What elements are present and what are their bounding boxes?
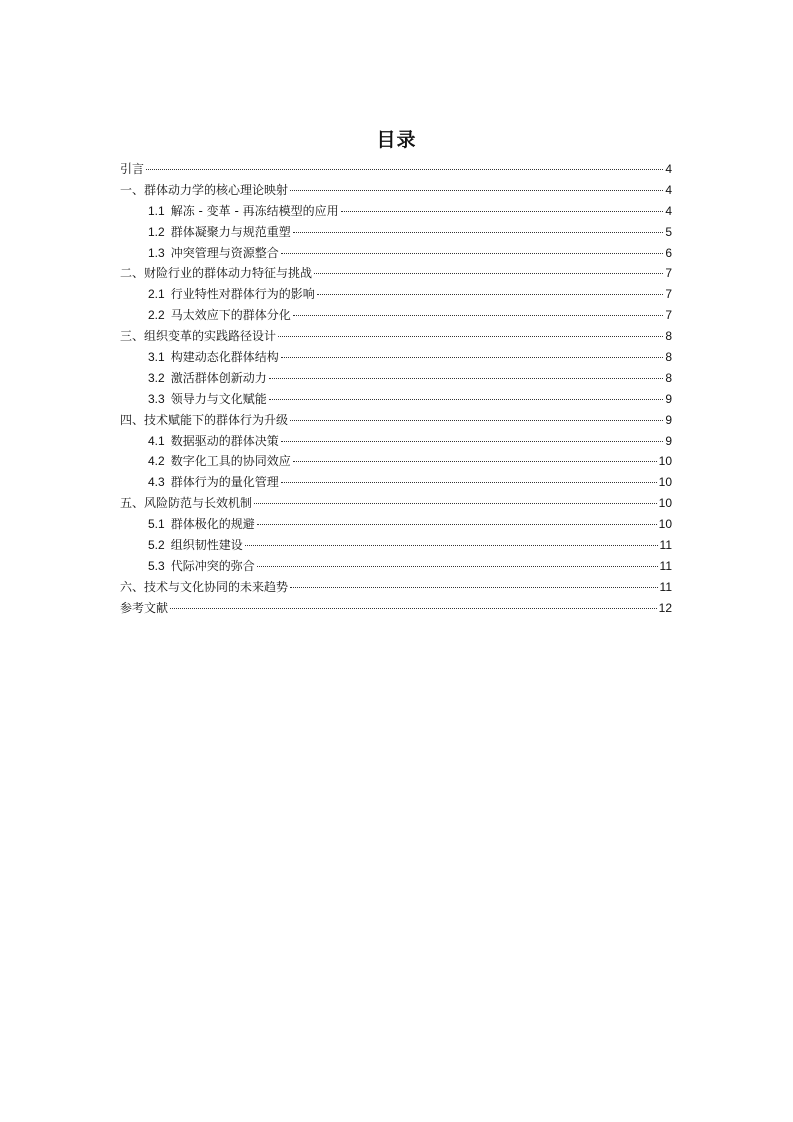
dot-leader xyxy=(170,608,657,609)
dot-leader xyxy=(281,441,664,442)
dot-leader xyxy=(290,190,663,191)
dot-leader xyxy=(245,545,658,546)
toc-entry-page-number: 4 xyxy=(665,182,672,197)
toc-entry[interactable] xyxy=(120,493,672,514)
dot-leader xyxy=(146,169,663,170)
toc-entry-title: 构建动态化群体结构 xyxy=(170,350,279,365)
toc-entry-title: 四、技术赋能下的群体行为升级 xyxy=(120,412,289,427)
toc-entry[interactable] xyxy=(120,472,672,493)
toc-entry-number: 3.2 xyxy=(148,370,165,385)
toc-entry-number: 3.1 xyxy=(148,350,165,365)
toc-entry-title: 二、财险行业的群体动力特征与挑战 xyxy=(120,266,313,281)
toc-entry-page-number: 8 xyxy=(665,329,672,344)
toc-entry-title: 六、技术与文化协同的未来趋势 xyxy=(120,579,289,594)
dot-leader xyxy=(254,503,657,504)
toc-entry[interactable] xyxy=(120,431,672,452)
dot-leader xyxy=(293,461,657,462)
toc-entry-title: 引言 xyxy=(120,162,145,176)
toc-entry-title: 参考文献 xyxy=(120,600,169,615)
toc-entry-number: 1.2 xyxy=(148,224,165,239)
dot-leader xyxy=(269,378,664,379)
toc-entry-title: 组织韧性建设 xyxy=(170,538,243,553)
toc-entry-page-number: 9 xyxy=(665,391,672,406)
dot-leader xyxy=(290,420,663,421)
toc-entry-number: 5.3 xyxy=(148,558,165,573)
toc-entry-number: 4.3 xyxy=(148,475,165,490)
toc-entry-number: 1.3 xyxy=(148,245,165,260)
toc-entry-page-number: 5 xyxy=(665,224,672,239)
dot-leader xyxy=(317,294,664,295)
toc-entry[interactable] xyxy=(120,451,672,472)
toc-entry[interactable] xyxy=(120,598,672,619)
toc-entry-title: 群体行为的量化管理 xyxy=(170,475,279,490)
toc-entry[interactable] xyxy=(120,263,672,284)
toc-entry[interactable] xyxy=(120,389,672,410)
dot-leader xyxy=(293,315,664,316)
toc-entry[interactable] xyxy=(120,243,672,264)
toc-entry[interactable] xyxy=(120,284,672,305)
toc-entry-title: 行业特性对群体行为的影响 xyxy=(170,287,315,302)
toc-entry-title: 解冻 - 变革 - 再冻结模型的应用 xyxy=(170,203,339,218)
toc-entry[interactable] xyxy=(120,410,672,431)
toc-entry-title: 数字化工具的协同效应 xyxy=(170,454,291,469)
toc-entry-page-number: 10 xyxy=(658,475,672,490)
dot-leader xyxy=(281,482,657,483)
toc-entry-page-number: 4 xyxy=(665,203,672,218)
toc-entry[interactable] xyxy=(120,159,672,180)
toc-entry-title: 马太效应下的群体分化 xyxy=(170,308,291,323)
dot-leader xyxy=(269,399,664,400)
dot-leader xyxy=(281,253,664,254)
dot-leader xyxy=(278,336,663,337)
dot-leader xyxy=(281,357,664,358)
toc-entry-page-number: 7 xyxy=(665,287,672,302)
toc-entry-page-number: 8 xyxy=(665,350,672,365)
toc-entry-title: 群体凝聚力与规范重塑 xyxy=(170,224,291,239)
toc-entry[interactable] xyxy=(120,535,672,556)
toc-entry-page-number: 7 xyxy=(665,266,672,281)
toc-entry[interactable] xyxy=(120,201,672,222)
toc-entry[interactable] xyxy=(120,556,672,577)
toc-entry-page-number: 11 xyxy=(659,538,672,553)
toc-entry-page-number: 8 xyxy=(665,370,672,385)
toc-entry-title: 群体极化的规避 xyxy=(170,517,255,532)
toc-entry[interactable] xyxy=(120,368,672,389)
toc-entry[interactable] xyxy=(120,514,672,535)
toc-entry-title: 一、群体动力学的核心理论映射 xyxy=(120,182,289,197)
toc-entry[interactable] xyxy=(120,180,672,201)
dot-leader xyxy=(257,524,657,525)
toc-entry-number: 5.1 xyxy=(148,517,165,532)
toc-entry-title: 激活群体创新动力 xyxy=(170,370,267,385)
toc-entry-page-number: 7 xyxy=(665,308,672,323)
page-title: 目录 xyxy=(376,129,417,151)
toc-entry-page-number: 9 xyxy=(665,412,672,427)
toc-entry-page-number: 10 xyxy=(658,454,672,469)
toc-entry-title: 五、风险防范与长效机制 xyxy=(120,496,253,511)
toc-entry-title: 数据驱动的群体决策 xyxy=(170,433,279,448)
toc-entry-page-number: 6 xyxy=(665,245,672,260)
toc-entry-page-number: 10 xyxy=(658,517,672,532)
dot-leader xyxy=(290,587,658,588)
toc-entry[interactable] xyxy=(120,305,672,326)
dot-leader xyxy=(314,273,663,274)
dot-leader xyxy=(257,566,658,567)
toc-entry[interactable] xyxy=(120,222,672,243)
toc-entry-title: 领导力与文化赋能 xyxy=(170,391,267,406)
toc-entry-number: 4.2 xyxy=(148,454,165,469)
dot-leader xyxy=(293,232,664,233)
toc-entry-title: 代际冲突的弥合 xyxy=(170,558,255,573)
toc-entry-number: 4.1 xyxy=(148,433,165,448)
toc-entry-page-number: 10 xyxy=(658,496,672,511)
toc-entry-number: 3.3 xyxy=(148,391,165,406)
toc-entry-number: 2.1 xyxy=(148,287,165,302)
dot-leader xyxy=(341,211,664,212)
toc-entry-page-number: 12 xyxy=(658,600,672,615)
toc-entry-page-number: 11 xyxy=(659,579,672,594)
toc-entry[interactable] xyxy=(120,326,672,347)
toc-entry[interactable] xyxy=(120,577,672,598)
toc-entry-number: 1.1 xyxy=(148,203,165,218)
toc-entry-page-number: 11 xyxy=(659,558,672,573)
toc-entry-number: 2.2 xyxy=(148,308,165,323)
toc-entry-page-number: 9 xyxy=(665,433,672,448)
toc-entry-number: 5.2 xyxy=(148,538,165,553)
table-of-contents xyxy=(120,159,672,619)
toc-entry-title: 冲突管理与资源整合 xyxy=(170,245,279,260)
toc-entry-page-number: 4 xyxy=(665,162,672,176)
toc-entry-title: 三、组织变革的实践路径设计 xyxy=(120,329,277,344)
toc-entry[interactable] xyxy=(120,347,672,368)
